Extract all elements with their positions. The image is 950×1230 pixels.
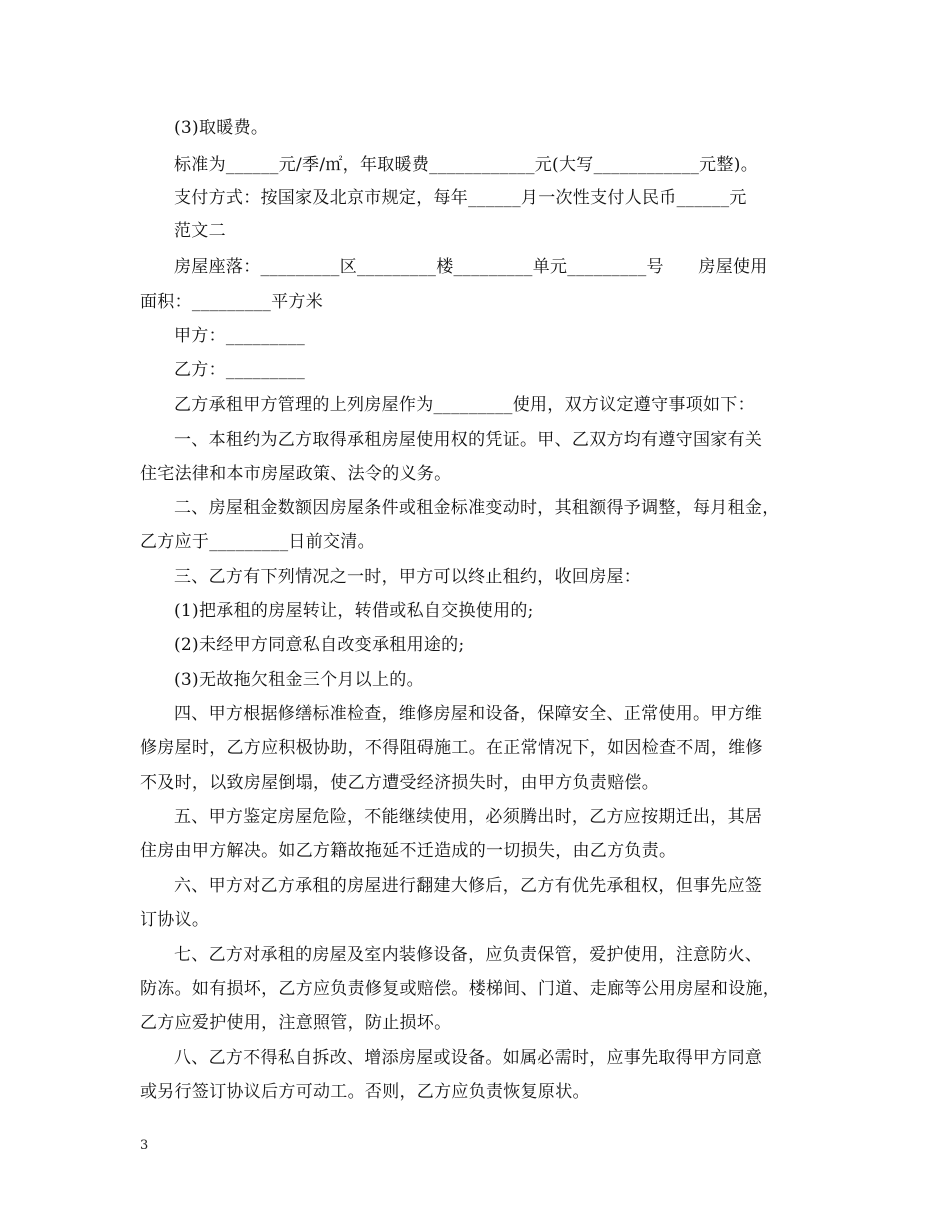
clause-3-item-1: (1)把承租的房屋转让，转借或私自交换使用的; (174, 601, 534, 621)
clause-3-heading: 三、乙方有下列情况之一时，甲方可以终止租约，收回房屋： (174, 567, 642, 587)
heating-fee-heading: (3)取暖费。 (174, 118, 269, 138)
sample-two-heading: 范文二 (174, 221, 226, 241)
payment-method: 支付方式：按国家及北京市规定，每年______月一次性支付人民币______元 (174, 188, 747, 208)
clause-2-line-1: 二、房屋租金数额因房屋条件或租金标准变动时，其租额得予调整，每月租金， (174, 498, 780, 518)
clause-3-item-2: (2)未经甲方同意私自改变承租用途的; (174, 635, 465, 655)
party-b: 乙方：_________ (174, 360, 306, 380)
clause-7-line-2: 防冻。如有损坏，乙方应负责修复或赔偿。楼梯间、门道、走廊等公用房屋和设施， (140, 979, 781, 999)
clause-4-line-3: 不及时，以致房屋倒塌，使乙方遭受经济损失时，由甲方负责赔偿。 (140, 773, 659, 793)
clause-6-line-2: 订协议。 (140, 910, 210, 930)
clause-5-line-1: 五、甲方鉴定房屋危险，不能继续使用，必须腾出时，乙方应按期迁出，其居 (174, 807, 763, 827)
lease-purpose: 乙方承租甲方管理的上列房屋作为_________使用，双方议定遵守事项如下： (174, 395, 755, 415)
clause-4-line-2: 修房屋时，乙方应积极协助，不得阻碍施工。在正常情况下，如因检查不周，维修 (140, 738, 763, 758)
clause-3-item-3: (3)无故拖欠租金三个月以上的。 (174, 670, 424, 690)
page-number: 3 (140, 1138, 149, 1153)
property-location: 房屋座落：_________区_________楼_________单元_________号 房屋使用 (174, 257, 768, 277)
clause-8-line-1: 八、乙方不得私自拆改、增添房屋或设备。如属必需时，应事先取得甲方同意 (174, 1048, 763, 1068)
clause-5-line-2: 住房由甲方解决。如乙方籍故拖延不迁造成的一切损失，由乙方负责。 (140, 841, 677, 861)
property-area: 面积：_________平方米 (140, 292, 323, 312)
party-a: 甲方：_________ (174, 326, 306, 346)
clause-2-line-2: 乙方应于_________日前交清。 (140, 532, 375, 552)
clause-7-line-3: 乙方应爱护使用，注意照管，防止损坏。 (140, 1013, 452, 1033)
clause-4-line-1: 四、甲方根据修缮标准检查，维修房屋和设备，保障安全、正常使用。甲方维 (174, 704, 763, 724)
clause-1-line-2: 住宅法律和本市房屋政策、法令的义务。 (140, 464, 452, 484)
clause-6-line-1: 六、甲方对乙方承租的房屋进行翻建大修后，乙方有优先承租权，但事先应签 (174, 876, 763, 896)
clause-8-line-2: 或另行签订协议后方可动工。否则，乙方应负责恢复原状。 (140, 1082, 590, 1102)
clause-7-line-1: 七、乙方对承租的房屋及室内装修设备，应负责保管，爱护使用，注意防火、 (174, 945, 763, 965)
heating-fee-standard: 标准为______元/季/㎡，年取暖费____________元(大写____________元整)。 (174, 155, 759, 175)
clause-1-line-1: 一、本租约为乙方取得承租房屋使用权的凭证。甲、乙双方均有遵守国家有关 (174, 430, 763, 450)
